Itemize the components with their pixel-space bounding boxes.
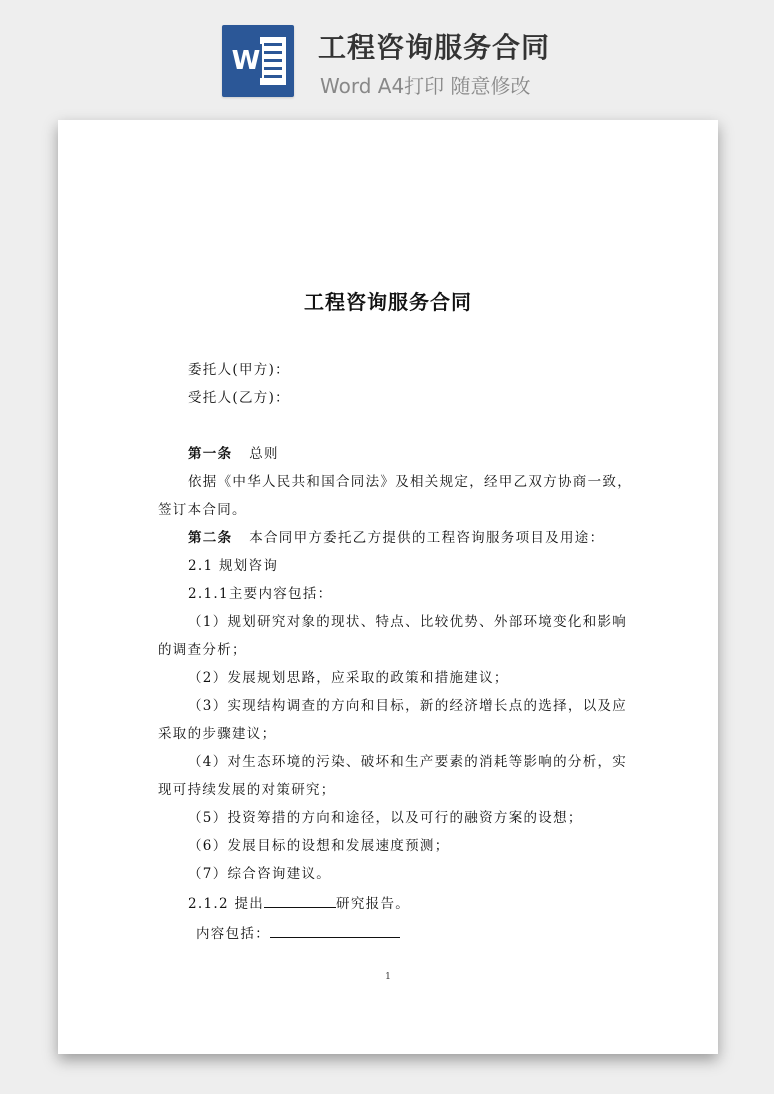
- document-page: [58, 120, 718, 1054]
- header-title: 工程咨询服务合同: [318, 31, 551, 64]
- content-blank: [270, 925, 400, 938]
- content-label: 内容包括：: [196, 926, 270, 942]
- word-icon-line: [264, 75, 282, 78]
- list-item-5: （5）投资筹措的方向和途径，以及可行的融资方案的设想；: [188, 810, 583, 826]
- section-2-1-1: 2.1.1主要内容包括：: [188, 586, 333, 602]
- list-item-3-line-2: 采取的步骤建议；: [158, 726, 277, 742]
- word-icon-line: [264, 67, 282, 70]
- section-2-1-2-suffix: 研究报告。: [336, 896, 411, 912]
- list-item-1-line-1: （1）规划研究对象的现状、特点、比较优势、外部环境变化和影响: [188, 614, 628, 630]
- watermark: [89, 480, 117, 514]
- list-item-6: （6）发展目标的设想和发展速度预测；: [188, 838, 450, 854]
- content-line: [196, 922, 400, 942]
- article-1-heading: 第一条: [188, 446, 233, 462]
- promo-header: [0, 0, 774, 115]
- contractor-label: 受托人(乙方)：: [188, 390, 290, 406]
- word-document-icon: [222, 25, 294, 97]
- list-item-1-line-2: 的调查分析；: [158, 642, 247, 658]
- article-1-text-line-2: 签订本合同。: [158, 502, 247, 518]
- header-subtitle: Word A4打印 随意修改: [320, 74, 531, 98]
- word-icon-letter: W: [231, 46, 261, 76]
- section-2-1: 2.1 规划咨询: [188, 558, 279, 574]
- page-number: 1: [385, 972, 391, 982]
- document-title: 工程咨询服务合同: [304, 290, 472, 314]
- word-icon-line: [264, 43, 282, 46]
- list-item-7: （7）综合咨询建议。: [188, 866, 332, 882]
- list-item-4-line-2: 现可持续发展的对策研究；: [158, 782, 336, 798]
- article-2-heading: 第二条: [188, 530, 233, 546]
- article-2: [188, 526, 604, 546]
- list-item-2: （2）发展规划思路，应采取的政策和措施建议；: [188, 670, 509, 686]
- section-2-1-2-prefix: 2.1.2 提出: [188, 896, 265, 912]
- article-1: [188, 442, 279, 462]
- article-1-title: 总则: [249, 446, 279, 462]
- word-icon-line: [264, 51, 282, 54]
- report-name-blank: [264, 895, 336, 908]
- word-icon-line: [264, 59, 282, 62]
- section-2-1-2: [188, 892, 410, 912]
- list-item-4-line-1: （4）对生态环境的污染、破坏和生产要素的消耗等影响的分析，实: [188, 754, 628, 770]
- article-2-text: 本合同甲方委托乙方提供的工程咨询服务项目及用途：: [249, 530, 605, 546]
- article-1-text-line-1: 依据《中华人民共和国合同法》及相关规定，经甲乙双方协商一致，: [188, 474, 632, 490]
- client-label: 委托人(甲方)：: [188, 362, 290, 378]
- list-item-3-line-1: （3）实现结构调查的方向和目标，新的经济增长点的选择，以及应: [188, 698, 628, 714]
